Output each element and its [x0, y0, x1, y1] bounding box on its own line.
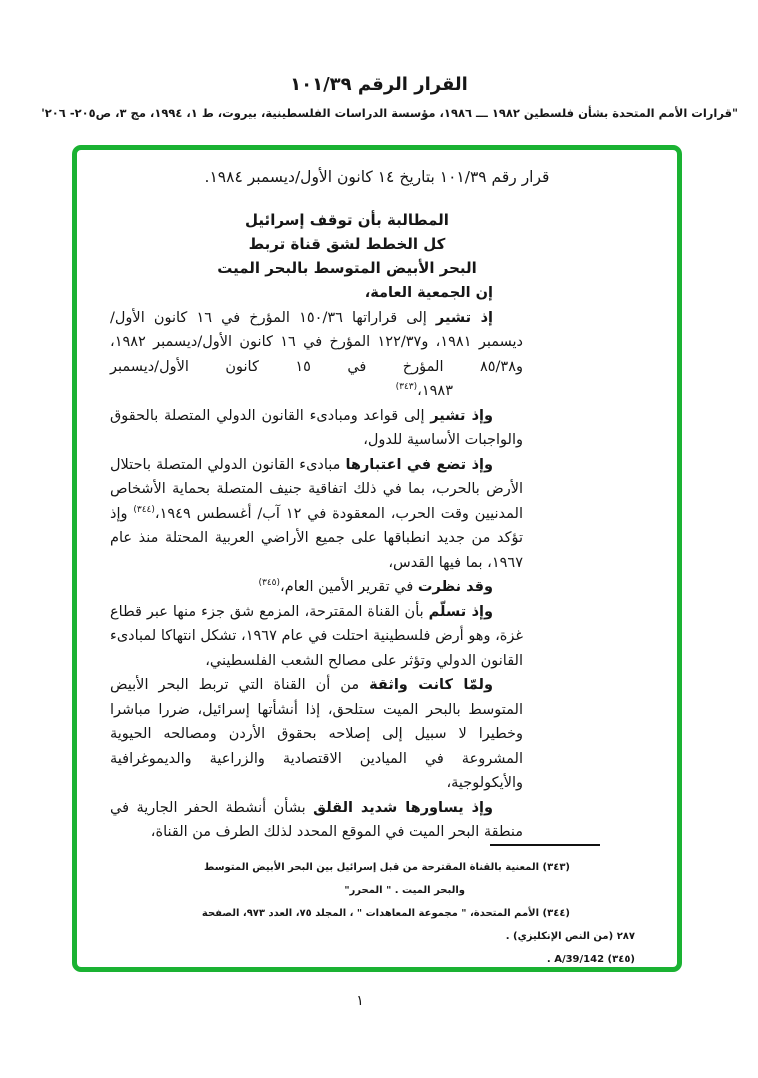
page-title: القرار الرقم ١٠١/٣٩ [290, 74, 468, 95]
preamble-paragraph-geneva: وإذ تضع في اعتبارها مبادىء القانون الدولي المتصلة باحتلال الأرض بالحرب، بما في ذلك اتفاقية جنيف المتصلة بحماية الأشخاص المدنيين وقت الحرب، المعقودة في ١٢ آب/ أغسطس ١٩٤٩،$^{(٣٤٤)}$ وإذ تؤكد من جديد انطباقها على جميع الأراضي العربية المحتلة منذ عام ١٩٦٧، بما فيها القدس، [110, 456, 523, 571]
preamble-paragraph-recalling: إذ تشير إلى قراراتها ١٥٠/٣٦ المؤرخ في ١٦ كانون الأول/ ديسمبر ١٩٨١، و١٢٢/٣٧ المؤرخ في ١٦ كانون الأول/ديسمبر ١٩٨٢، و٨٥/٣٨ المؤرخ في ١٥ كانون الأول/ديسمبر [110, 309, 524, 375]
opening-line: إن الجمعية العامة، [364, 285, 493, 301]
resolution-title [77, 208, 617, 280]
preamble-paragraph-recalling-tail: ١٩٨٣،$^{(٣٤٣)}$ [395, 382, 453, 399]
resolution-heading: قرار رقم ١٠١/٣٩ بتاريخ ١٤ كانون الأول/ديسمبر ١٩٨٤. [204, 168, 550, 186]
footnote-344: (٣٤٤) الأمم المتحدة، " مجموعة المعاهدات " ، المجلد ٧٥، العدد ٩٧٣، الصفحة [201, 908, 570, 919]
footnote-345-marker: (٣٤٥) [607, 954, 635, 965]
footnotes-block [201, 856, 640, 971]
resolution-title-line-1: المطالبة بأن توقف إسرائيل [245, 211, 449, 229]
footnote-345: (٣٤٥) A/39/142 . [546, 954, 635, 965]
footnote-344-marker: (٣٤٤) [542, 908, 570, 919]
preamble-paragraph-rules: وإذ تشير إلى قواعد ومبادىء القانون الدولي المتصلة بالحقوق والواجبات الأساسية للدول، [110, 407, 523, 448]
footnote-separator [490, 844, 600, 846]
preamble-paragraph-confident: ولمّا كانت واثقة من أن القناة التي تربط البحر الأبيض المتوسط بالبحر الميت ستلحق، إذا أنشأتها إسرائيل، ضررا مباشرا وخطيرا لا سبيل إلى إصلاحه بحقوق الأردن ومصالحه الحيوية المشروعة في الميادين الاقتصادية والزراعية والديموغرافية والأيكولوجية، [110, 677, 523, 791]
resolution-highlight-box [72, 145, 682, 972]
footnote-ref-344: (٣٤٤) [133, 504, 155, 515]
footnote-344-continuation: ٢٨٧ (من النص الإنكليزي) . [505, 931, 635, 942]
resolution-title-line-2: كل الخطط لشق قناة تربط [248, 235, 446, 253]
resolution-title-line-3: البحر الأبيض المتوسط بالبحر الميت [217, 259, 477, 277]
footnote-343: (٣٤٣) المعنية بالقناة المقترحة من قبل إسرائيل بين البحر الأبيض المتوسط [204, 862, 570, 873]
preamble-paragraph-concern: وإذ يساورها شديد القلق بشأن أنشطة الحفر الجارية في منطقة البحر الميت في الموقع المحدد لذلك الطرف من القناة، [110, 799, 523, 840]
page-number: ١ [356, 993, 364, 1009]
resolution-body [110, 281, 523, 845]
source-citation: "قرارات الأمم المتحدة بشأن فلسطين ١٩٨٢ ـــ ١٩٨٦، مؤسسة الدراسات الفلسطينية، بيروت، ط ١، ١٩٩٤، مج ٣، ص٢٠٥- ٢٠٦' [41, 106, 738, 120]
footnote-ref-343: (٣٤٣) [395, 382, 418, 392]
preamble-paragraph-canal: وإذ تسلّم بأن القناة المقترحة، المزمع شق جزء منها عبر قطاع غزة، وهو أرض فلسطينية احتلت في عام ١٩٦٧، تشكل انتهاكا لمبادىء القانون الدولي وتؤثر على مصالح الشعب الفلسطيني، [110, 603, 523, 669]
footnote-343-continuation: والبحر الميت . " المحرر" [344, 885, 465, 896]
preamble-paragraph-report: وقد نظرت في تقرير الأمين العام،$^{(٣٤٥)}$ [258, 578, 493, 595]
footnote-343-marker: (٣٤٣) [542, 862, 570, 873]
footnote-ref-345: (٣٤٥) [258, 578, 281, 588]
